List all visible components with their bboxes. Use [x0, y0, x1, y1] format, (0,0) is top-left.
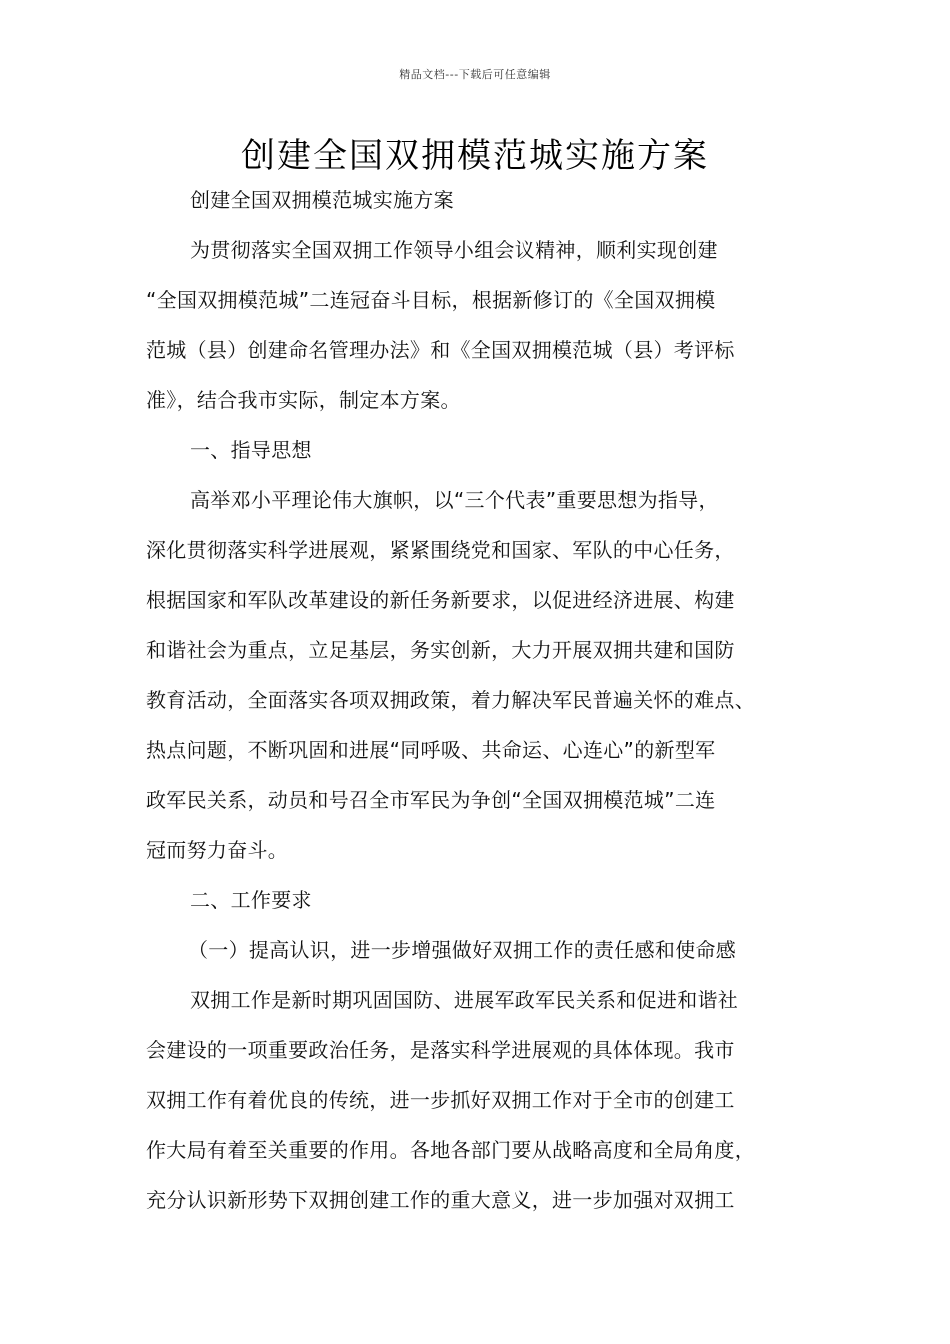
- paragraph-line: “全国双拥模范城”二连冠奋斗目标，根据新修订的《全国双拥模: [146, 288, 716, 312]
- paragraph-line: 双拥工作是新时期巩固国防、进展军政军民关系和促进和谐社: [190, 988, 739, 1012]
- document-title: 创建全国双拥模范城实施方案: [241, 136, 709, 176]
- paragraph-line: 冠而努力奋斗。: [146, 838, 289, 862]
- paragraph-line: 充分认识新形势下双拥创建工作的重大意义，进一步加强对双拥工: [146, 1188, 735, 1212]
- paragraph-line: 作大局有着至关重要的作用。各地各部门要从战略高度和全局角度，: [146, 1138, 755, 1162]
- section-heading: 二、工作要求: [190, 888, 312, 912]
- document-body: [146, 180, 816, 1230]
- paragraph-line: 政军民关系，动员和号召全市军民为争创“全国双拥模范城”二连: [146, 788, 716, 812]
- paragraph-line: 热点问题，不断巩固和进展“同呼吸、共命运、心连心”的新型军: [146, 738, 716, 762]
- paragraph-line: 准》，结合我市实际，制定本方案。: [146, 388, 461, 412]
- paragraph-line: 和谐社会为重点，立足基层，务实创新，大力开展双拥共建和国防: [146, 638, 735, 662]
- paragraph-line: 会建设的一项重要政治任务，是落实科学进展观的具体体现。我市: [146, 1038, 735, 1062]
- paragraph-line: 教育活动，全面落实各项双拥政策，着力解决军民普遍关怀的难点、: [146, 688, 755, 712]
- paragraph-line: 深化贯彻落实科学进展观，紧紧围绕党和国家、军队的中心任务，: [146, 538, 735, 562]
- section-heading: 一、指导思想: [190, 438, 312, 462]
- subsection-heading: （一）提高认识，进一步增强做好双拥工作的责任感和使命感: [188, 938, 737, 962]
- header-note: 精品文档---下载后可任意编辑: [399, 68, 551, 81]
- paragraph-line: 为贯彻落实全国双拥工作领导小组会议精神，顺利实现创建: [190, 238, 718, 262]
- paragraph-line: 根据国家和军队改革建设的新任务新要求，以促进经济进展、构建: [146, 588, 735, 612]
- subtitle-line: 创建全国双拥模范城实施方案: [190, 188, 454, 212]
- paragraph-line: 高举邓小平理论伟大旗帜，以“三个代表”重要思想为指导，: [190, 488, 719, 512]
- paragraph-line: 双拥工作有着优良的传统，进一步抓好双拥工作对于全市的创建工: [146, 1088, 735, 1112]
- paragraph-line: 范城（县）创建命名管理办法》和《全国双拥模范城（县）考评标: [146, 338, 735, 362]
